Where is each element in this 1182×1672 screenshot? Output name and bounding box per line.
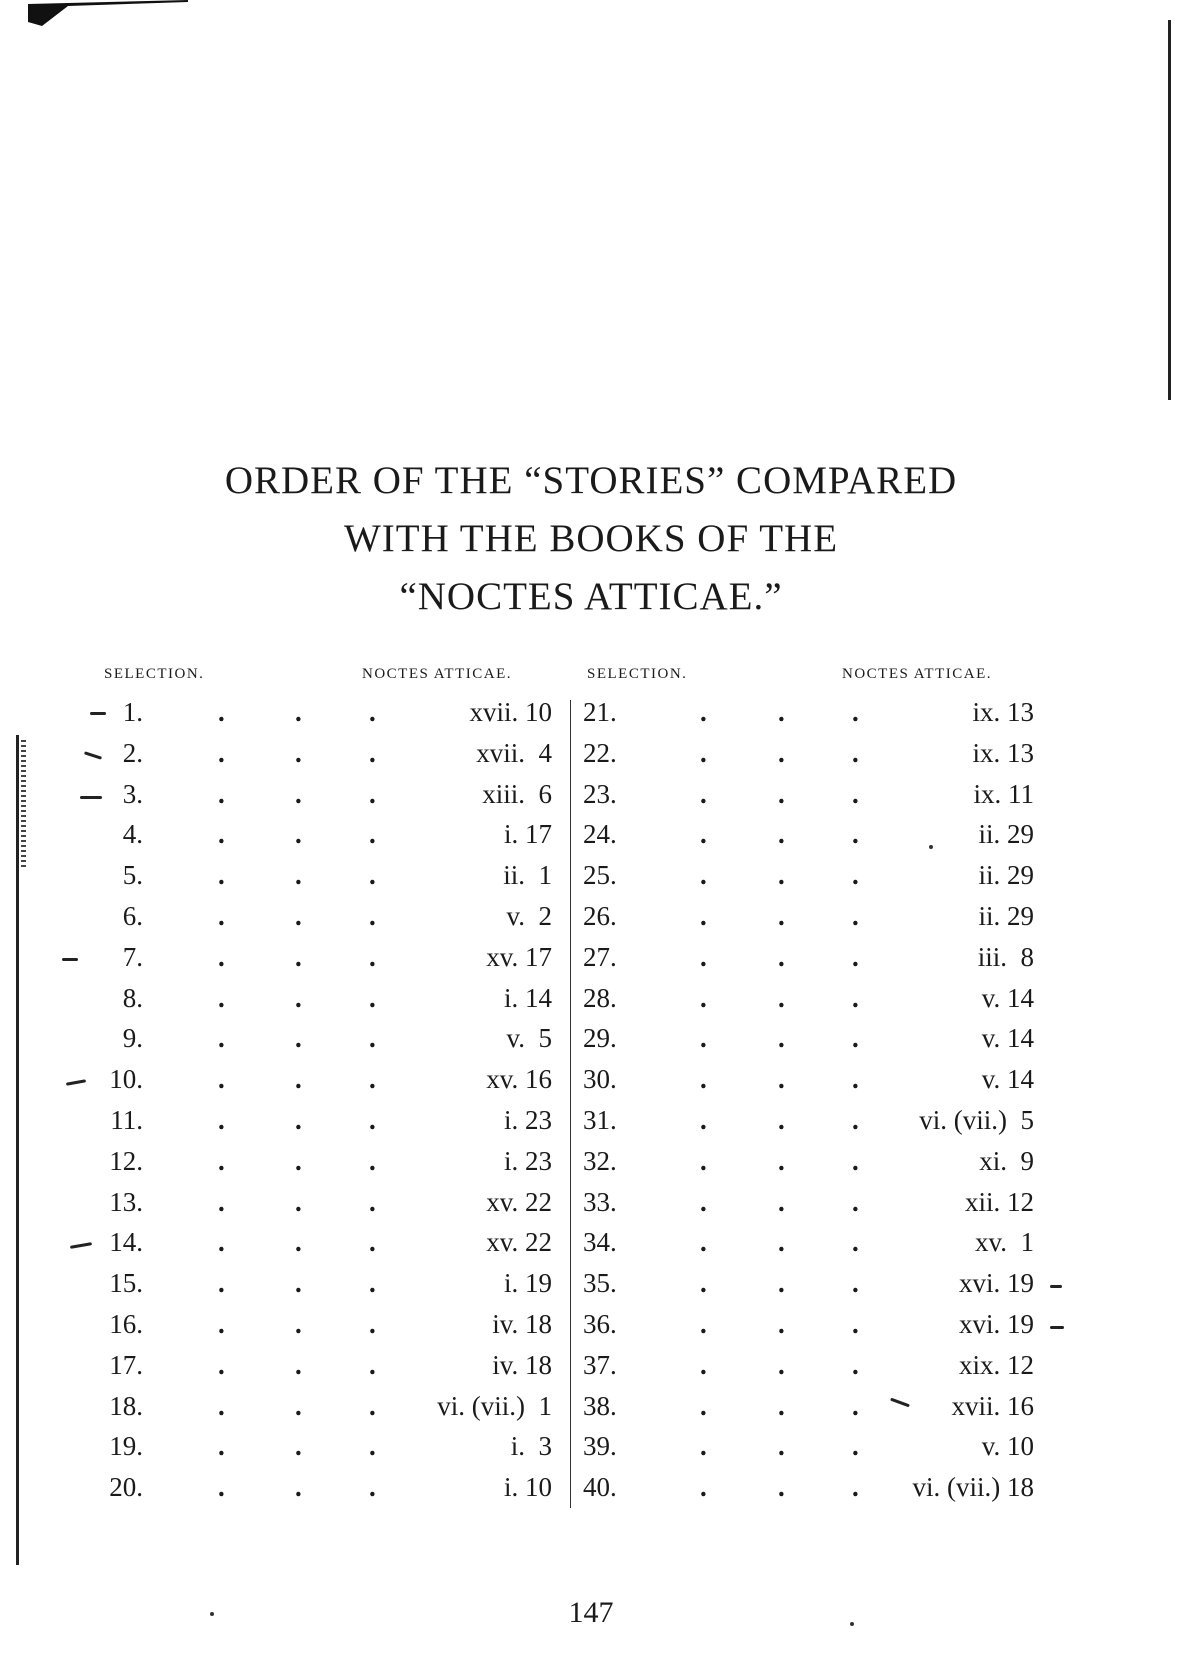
table-row	[0, 1182, 1182, 1223]
leader-dot: .	[778, 941, 785, 972]
selection-number-right: 26.	[583, 900, 617, 931]
leader-dot: .	[778, 1186, 785, 1217]
leader-dot: .	[295, 1227, 302, 1258]
noctes-reference-left: vi. (vii.) 1	[437, 1390, 552, 1421]
selection-number-right: 40.	[583, 1472, 617, 1503]
selection-number-left: 4.	[122, 819, 143, 850]
leader-dot: .	[369, 1268, 376, 1299]
selection-number-left: 14.	[109, 1227, 143, 1258]
leader-dot: .	[700, 778, 707, 809]
selection-number-right: 23.	[583, 778, 617, 809]
leader-dot: .	[369, 1308, 376, 1339]
noctes-reference-left: i. 14	[503, 982, 552, 1013]
selection-number-right: 36.	[583, 1308, 617, 1339]
leader-dot: .	[218, 1186, 225, 1217]
leader-dot: .	[295, 1023, 302, 1054]
selection-number-right: 34.	[583, 1227, 617, 1258]
leader-dot: .	[778, 737, 785, 768]
table-row	[0, 733, 1182, 774]
leader-dot: .	[852, 982, 859, 1013]
leader-dot: .	[369, 900, 376, 931]
noctes-reference-left: i. 17	[503, 819, 552, 850]
noctes-reference-left: xv. 22	[486, 1227, 552, 1258]
selection-number-right: 22.	[583, 737, 617, 768]
selection-number-left: 11.	[110, 1104, 143, 1135]
leader-dot: .	[778, 982, 785, 1013]
leader-dot: .	[218, 982, 225, 1013]
noctes-reference-left: v. 5	[506, 1023, 552, 1054]
leader-dot: .	[852, 1227, 859, 1258]
leader-dot: .	[369, 1431, 376, 1462]
leader-dot: .	[852, 900, 859, 931]
noctes-reference-right: ix. 13	[972, 737, 1034, 768]
leader-dot: .	[218, 900, 225, 931]
noctes-reference-right: vi. (vii.) 5	[919, 1104, 1034, 1135]
leader-dot: .	[778, 1349, 785, 1380]
noctes-reference-right: ix. 13	[972, 697, 1034, 727]
noctes-reference-right: xi. 9	[979, 1145, 1034, 1176]
leader-dot: .	[295, 1390, 302, 1421]
leader-dot: .	[700, 1472, 707, 1503]
table-row	[0, 692, 1182, 733]
leader-dot: .	[852, 860, 859, 891]
leader-dot: .	[852, 1104, 859, 1135]
leader-dot: .	[218, 1145, 225, 1176]
noctes-reference-left: xvii. 4	[476, 737, 552, 768]
page-number: 147	[568, 1596, 614, 1629]
noctes-reference-right: xix. 12	[958, 1349, 1034, 1380]
title-line-1: ORDER OF THE “STORIES” COMPARED	[224, 459, 958, 502]
leader-dot: .	[295, 819, 302, 850]
selection-number-right: 24.	[583, 819, 617, 850]
leader-dot: .	[778, 1268, 785, 1299]
selection-number-left: 3.	[122, 778, 143, 809]
leader-dot: .	[700, 819, 707, 850]
leader-dot: .	[369, 1023, 376, 1054]
leader-dot: .	[295, 1308, 302, 1339]
leader-dot: .	[700, 1390, 707, 1421]
leader-dot: .	[778, 1104, 785, 1135]
noctes-reference-right: vi. (vii.) 18	[912, 1472, 1034, 1503]
leader-dot: .	[218, 1227, 225, 1258]
leader-dot: .	[218, 1104, 225, 1135]
leader-dot: .	[700, 1023, 707, 1054]
leader-dot: .	[700, 697, 707, 727]
selection-number-right: 27.	[583, 941, 617, 972]
table-row	[0, 937, 1182, 978]
leader-dot: .	[218, 1431, 225, 1462]
leader-dot: .	[852, 819, 859, 850]
noctes-reference-right: v. 14	[981, 1023, 1034, 1054]
table-row	[0, 814, 1182, 855]
noctes-reference-left: i. 3	[510, 1431, 552, 1462]
leader-dot: .	[295, 1472, 302, 1503]
table-row	[0, 774, 1182, 815]
selection-number-right: 32.	[583, 1145, 617, 1176]
leader-dot: .	[852, 697, 859, 727]
leader-dot: .	[700, 1308, 707, 1339]
leader-dot: .	[852, 778, 859, 809]
leader-dot: .	[369, 1145, 376, 1176]
leader-dot: .	[852, 1186, 859, 1217]
selection-number-left: 1.	[122, 697, 143, 727]
leader-dot: .	[369, 697, 376, 727]
leader-dot: .	[295, 1268, 302, 1299]
leader-dot: .	[369, 1104, 376, 1135]
leader-dot: .	[218, 819, 225, 850]
leader-dot: .	[700, 1104, 707, 1135]
leader-dot: .	[700, 900, 707, 931]
leader-dot: .	[369, 941, 376, 972]
leader-dot: .	[295, 900, 302, 931]
header-noctes-left: NOCTES ATTICAE.	[362, 666, 512, 682]
leader-dot: .	[295, 941, 302, 972]
selection-number-left: 16.	[109, 1308, 143, 1339]
selection-number-left: 9.	[122, 1023, 143, 1054]
noctes-reference-right: xv. 1	[975, 1227, 1034, 1258]
selection-number-right: 33.	[583, 1186, 617, 1217]
comparison-table	[0, 692, 1182, 1508]
margin-tick	[90, 712, 106, 715]
title-line-2: WITH THE BOOKS OF THE	[343, 517, 839, 560]
leader-dot: .	[778, 1431, 785, 1462]
noctes-reference-left: xv. 16	[486, 1064, 552, 1095]
leader-dot: .	[778, 860, 785, 891]
leader-dot: .	[852, 1268, 859, 1299]
noctes-reference-right: xii. 12	[964, 1186, 1034, 1217]
table-row	[0, 1304, 1182, 1345]
table-row	[0, 1345, 1182, 1386]
leader-dot: .	[295, 1349, 302, 1380]
header-selection-left: SELECTION.	[104, 666, 205, 682]
leader-dot: .	[852, 1064, 859, 1095]
leader-dot: .	[778, 1390, 785, 1421]
leader-dot: .	[852, 1390, 859, 1421]
selection-number-left: 20.	[109, 1472, 143, 1503]
leader-dot: .	[295, 1104, 302, 1135]
leader-dot: .	[295, 737, 302, 768]
leader-dot: .	[218, 941, 225, 972]
leader-dot: .	[369, 819, 376, 850]
leader-dot: .	[778, 900, 785, 931]
table-row	[0, 1018, 1182, 1059]
selection-number-left: 8.	[122, 982, 143, 1013]
leader-dot: .	[295, 982, 302, 1013]
noctes-reference-left: ii. 1	[503, 860, 552, 891]
noctes-reference-left: xv. 17	[486, 941, 552, 972]
noctes-reference-right: ii. 29	[978, 900, 1034, 931]
table-row	[0, 896, 1182, 937]
noctes-reference-left: i. 19	[503, 1268, 552, 1299]
leader-dot: .	[369, 737, 376, 768]
table-row	[0, 1222, 1182, 1263]
leader-dot: .	[700, 1268, 707, 1299]
table-row	[0, 1467, 1182, 1508]
noctes-reference-left: xiii. 6	[482, 778, 552, 809]
noctes-reference-right: xvii. 16	[951, 1390, 1034, 1421]
table-row	[0, 855, 1182, 896]
leader-dot: .	[778, 819, 785, 850]
table-row	[0, 1426, 1182, 1467]
leader-dot: .	[218, 1268, 225, 1299]
selection-number-right: 39.	[583, 1431, 617, 1462]
selection-number-left: 12.	[109, 1145, 143, 1176]
leader-dot: .	[218, 1023, 225, 1054]
leader-dot: .	[852, 1431, 859, 1462]
leader-dot: .	[369, 1390, 376, 1421]
selection-number-left: 10.	[109, 1064, 143, 1095]
leader-dot: .	[852, 1023, 859, 1054]
right-edge-line	[1168, 20, 1171, 400]
margin-tick	[62, 958, 78, 961]
title-line-3: “NOCTES ATTICAE.”	[399, 575, 783, 618]
leader-dot: .	[852, 1349, 859, 1380]
leader-dot: .	[218, 1064, 225, 1095]
leader-dot: .	[295, 1064, 302, 1095]
table-row	[0, 1141, 1182, 1182]
selection-number-right: 21.	[583, 697, 617, 727]
leader-dot: .	[218, 1390, 225, 1421]
noctes-reference-left: iv. 18	[492, 1349, 552, 1380]
leader-dot: .	[369, 1064, 376, 1095]
margin-tick	[1050, 1285, 1062, 1288]
selection-number-left: 13.	[109, 1186, 143, 1217]
leader-dot: .	[700, 982, 707, 1013]
selection-number-right: 29.	[583, 1023, 617, 1054]
table-row	[0, 1059, 1182, 1100]
noctes-reference-left: xv. 22	[486, 1186, 552, 1217]
header-selection-right: SELECTION.	[587, 666, 688, 682]
leader-dot: .	[852, 1308, 859, 1339]
ink-speck	[929, 845, 933, 849]
table-row	[0, 1100, 1182, 1141]
leader-dot: .	[778, 1023, 785, 1054]
leader-dot: .	[295, 778, 302, 809]
leader-dot: .	[369, 982, 376, 1013]
selection-number-right: 37.	[583, 1349, 617, 1380]
noctes-reference-right: ix. 11	[973, 778, 1034, 809]
corner-ink-mark	[28, 0, 188, 26]
leader-dot: .	[218, 1472, 225, 1503]
leader-dot: .	[295, 1145, 302, 1176]
leader-dot: .	[700, 1227, 707, 1258]
leader-dot: .	[852, 941, 859, 972]
selection-number-left: 5.	[122, 860, 143, 891]
selection-number-right: 28.	[583, 982, 617, 1013]
leader-dot: .	[218, 1349, 225, 1380]
selection-number-left: 17.	[109, 1349, 143, 1380]
leader-dot: .	[369, 1227, 376, 1258]
selection-number-right: 30.	[583, 1064, 617, 1095]
table-row	[0, 978, 1182, 1019]
leader-dot: .	[778, 778, 785, 809]
noctes-reference-left: i. 10	[503, 1472, 552, 1503]
leader-dot: .	[218, 778, 225, 809]
leader-dot: .	[295, 697, 302, 727]
leader-dot: .	[369, 1472, 376, 1503]
selection-number-left: 19.	[109, 1431, 143, 1462]
selection-number-right: 31.	[583, 1104, 617, 1135]
leader-dot: .	[778, 1308, 785, 1339]
header-noctes-right: NOCTES ATTICAE.	[842, 666, 992, 682]
leader-dot: .	[778, 1145, 785, 1176]
leader-dot: .	[778, 1472, 785, 1503]
leader-dot: .	[700, 1186, 707, 1217]
leader-dot: .	[778, 697, 785, 727]
selection-number-right: 25.	[583, 860, 617, 891]
noctes-reference-left: xvii. 10	[469, 697, 552, 727]
leader-dot: .	[295, 1186, 302, 1217]
noctes-reference-right: v. 14	[981, 1064, 1034, 1095]
noctes-reference-right: v. 10	[981, 1431, 1034, 1462]
selection-number-left: 7.	[122, 941, 143, 972]
selection-number-right: 38.	[583, 1390, 617, 1421]
page-title	[0, 452, 1182, 626]
leader-dot: .	[778, 1227, 785, 1258]
leader-dot: .	[700, 1064, 707, 1095]
noctes-reference-right: ii. 29	[978, 860, 1034, 891]
selection-number-right: 35.	[583, 1268, 617, 1299]
noctes-reference-right: xvi. 19	[958, 1268, 1034, 1299]
leader-dot: .	[778, 1064, 785, 1095]
leader-dot: .	[369, 1349, 376, 1380]
leader-dot: .	[700, 1349, 707, 1380]
noctes-reference-left: i. 23	[503, 1104, 552, 1135]
leader-dot: .	[218, 737, 225, 768]
leader-dot: .	[218, 860, 225, 891]
noctes-reference-left: i. 23	[503, 1145, 552, 1176]
leader-dot: .	[369, 860, 376, 891]
margin-tick	[1050, 1326, 1064, 1329]
selection-number-left: 6.	[122, 900, 143, 931]
table-row	[0, 1263, 1182, 1304]
noctes-reference-right: xvi. 19	[958, 1308, 1034, 1339]
leader-dot: .	[700, 1431, 707, 1462]
leader-dot: .	[700, 737, 707, 768]
leader-dot: .	[218, 1308, 225, 1339]
leader-dot: .	[852, 737, 859, 768]
leader-dot: .	[700, 860, 707, 891]
leader-dot: .	[295, 860, 302, 891]
noctes-reference-right: iii. 8	[977, 941, 1034, 972]
noctes-reference-right: ii. 29	[978, 819, 1034, 850]
leader-dot: .	[295, 1431, 302, 1462]
selection-number-left: 15.	[109, 1268, 143, 1299]
leader-dot: .	[852, 1472, 859, 1503]
table-row	[0, 1386, 1182, 1427]
selection-number-left: 18.	[109, 1390, 143, 1421]
leader-dot: .	[700, 941, 707, 972]
leader-dot: .	[700, 1145, 707, 1176]
leader-dot: .	[218, 697, 225, 727]
margin-tick	[80, 796, 102, 799]
leader-dot: .	[852, 1145, 859, 1176]
noctes-reference-right: v. 14	[981, 982, 1034, 1013]
noctes-reference-left: iv. 18	[492, 1308, 552, 1339]
noctes-reference-left: v. 2	[506, 900, 552, 931]
leader-dot: .	[369, 1186, 376, 1217]
selection-number-left: 2.	[122, 737, 143, 768]
leader-dot: .	[369, 778, 376, 809]
